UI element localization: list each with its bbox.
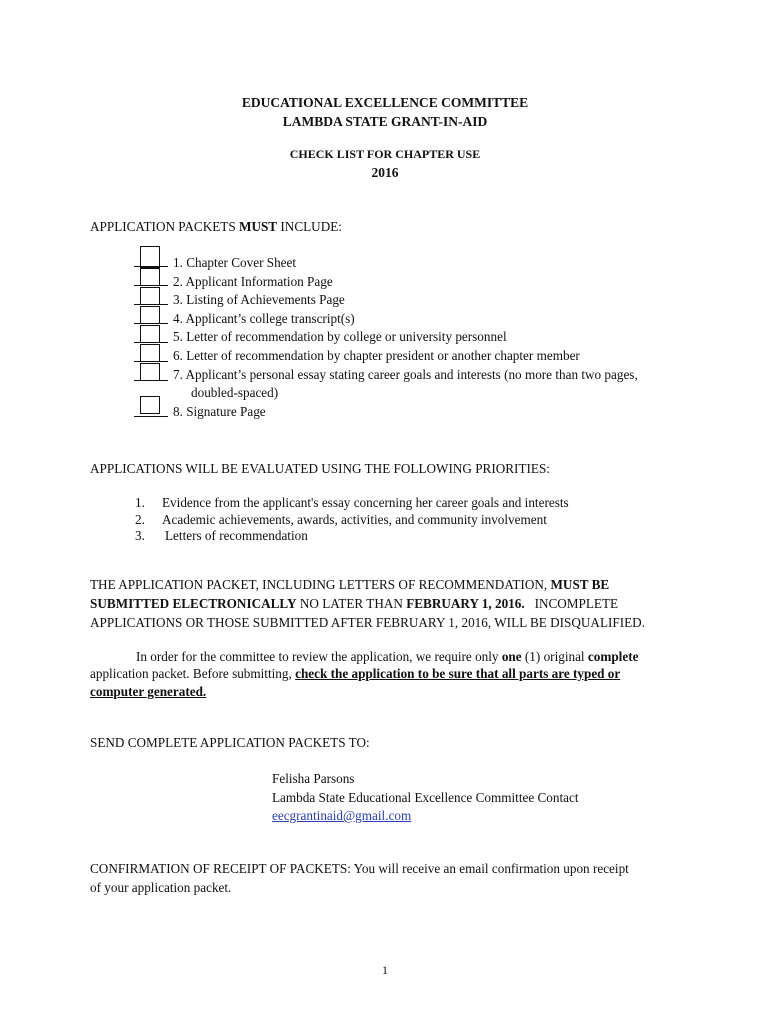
review-complete: complete (587, 649, 639, 664)
deadline-must-be: MUST BE (550, 577, 610, 592)
review-text: (1) original (521, 649, 588, 664)
priority-number: 1. (135, 495, 145, 510)
checkbox-item-7[interactable] (140, 363, 160, 381)
item-number: 5. (173, 329, 183, 344)
deadline-text: INCOMPLETE (524, 596, 619, 611)
grant-title: LAMBDA STATE GRANT-IN-AID (282, 114, 488, 129)
checklist-title: CHECK LIST FOR CHAPTER USE (289, 147, 481, 161)
checkbox-item-5[interactable] (140, 325, 160, 343)
item-text: Applicant’s college transcript(s) (185, 311, 355, 326)
checklist-item (173, 366, 638, 384)
send-heading: SEND COMPLETE APPLICATION PACKETS TO: (90, 735, 370, 750)
underline-item-3 (134, 304, 168, 305)
packets-intro-post: INCLUDE: (277, 219, 342, 234)
checklist-item (173, 403, 266, 421)
checkbox-item-6[interactable] (140, 344, 160, 362)
checkbox-item-2[interactable] (140, 268, 160, 286)
checklist-item (173, 254, 296, 272)
review-line-3: computer generated. (90, 684, 207, 699)
item-text: Letter of recommendation by chapter president or another chapter member (186, 348, 580, 363)
item-text: Listing of Achievements Page (186, 292, 345, 307)
deadline-line-3: APPLICATIONS OR THOSE SUBMITTED AFTER FEBRUARY 1, 2016, WILL BE DISQUALIFIED. (90, 615, 645, 630)
checkbox-item-8[interactable] (140, 396, 160, 414)
item-text: Applicant Information Page (185, 274, 333, 289)
item-number: 3. (173, 292, 183, 307)
underline-item-5 (134, 342, 168, 343)
checkbox-item-4[interactable] (140, 306, 160, 324)
underline-item-6 (134, 361, 168, 362)
packets-intro-pre: APPLICATION PACKETS (90, 219, 239, 234)
priorities-heading: APPLICATIONS WILL BE EVALUATED USING THE FOLLOWING PRIORITIES: (90, 461, 550, 476)
confirmation-line-2: of your application packet. (90, 880, 232, 895)
deadline-line-2 (90, 595, 618, 613)
checklist-item (173, 273, 333, 291)
committee-title: EDUCATIONAL EXCELLENCE COMMITTEE (241, 95, 529, 110)
contact-email-link[interactable]: eecgrantinaid@gmail.com (272, 808, 412, 823)
item-text: Chapter Cover Sheet (186, 255, 297, 270)
deadline-line-1 (90, 576, 609, 594)
priority-text: Evidence from the applicant's essay concerning her career goals and interests (162, 495, 569, 510)
deadline-date: FEBRUARY 1, 2016. (406, 596, 525, 611)
item-number: 4. (173, 311, 183, 326)
deadline-text: NO LATER THAN (296, 596, 407, 611)
review-check-instruction: check the application to be sure that all parts are typed or (295, 666, 621, 681)
item-text: Letter of recommendation by college or university personnel (186, 329, 507, 344)
confirmation-line-1: CONFIRMATION OF RECEIPT OF PACKETS: You will receive an email confirmation upon receipt (90, 861, 629, 876)
packets-intro (90, 218, 342, 236)
item-number: 7. (173, 367, 183, 382)
checklist-item (173, 291, 345, 309)
priority-number: 2. (135, 512, 145, 527)
contact-title: Lambda State Educational Excellence Committee Contact (272, 790, 579, 805)
priority-text: Letters of recommendation (165, 528, 308, 543)
priority-number: 3. (135, 528, 145, 543)
review-one: one (501, 649, 522, 664)
contact-name: Felisha Parsons (272, 771, 355, 786)
item-number: 1. (173, 255, 183, 270)
checkbox-item-1[interactable] (140, 246, 160, 268)
underline-item-1 (134, 266, 168, 267)
page-number: 1 (382, 963, 388, 977)
checkbox-item-3[interactable] (140, 287, 160, 305)
item-number: 8. (173, 404, 183, 419)
review-text: application packet. Before submitting, (90, 666, 296, 681)
item-text: Applicant’s personal essay stating career goals and interests (no more than two pages, (185, 367, 638, 382)
item-number: 6. (173, 348, 183, 363)
underline-item-7 (134, 380, 168, 381)
underline-item-8 (134, 416, 168, 417)
packets-intro-must: MUST (239, 219, 278, 234)
checklist-item (173, 328, 507, 346)
checklist-item-continuation: doubled-spaced) (191, 385, 279, 400)
deadline-submitted-electronically: SUBMITTED ELECTRONICALLY (90, 596, 297, 611)
item-number: 2. (173, 274, 183, 289)
checklist-item (173, 310, 355, 328)
review-line-1 (136, 648, 638, 666)
review-line-2 (90, 665, 620, 683)
checklist-item (173, 347, 580, 365)
review-text: In order for the committee to review the application, we require only (136, 649, 502, 664)
deadline-text: THE APPLICATION PACKET, INCLUDING LETTERS OF RECOMMENDATION, (90, 577, 551, 592)
priority-text: Academic achievements, awards, activities, and community involvement (162, 512, 547, 527)
underline-item-2 (134, 285, 168, 286)
underline-item-4 (134, 323, 168, 324)
year: 2016 (371, 165, 399, 180)
item-text: Signature Page (186, 404, 266, 419)
